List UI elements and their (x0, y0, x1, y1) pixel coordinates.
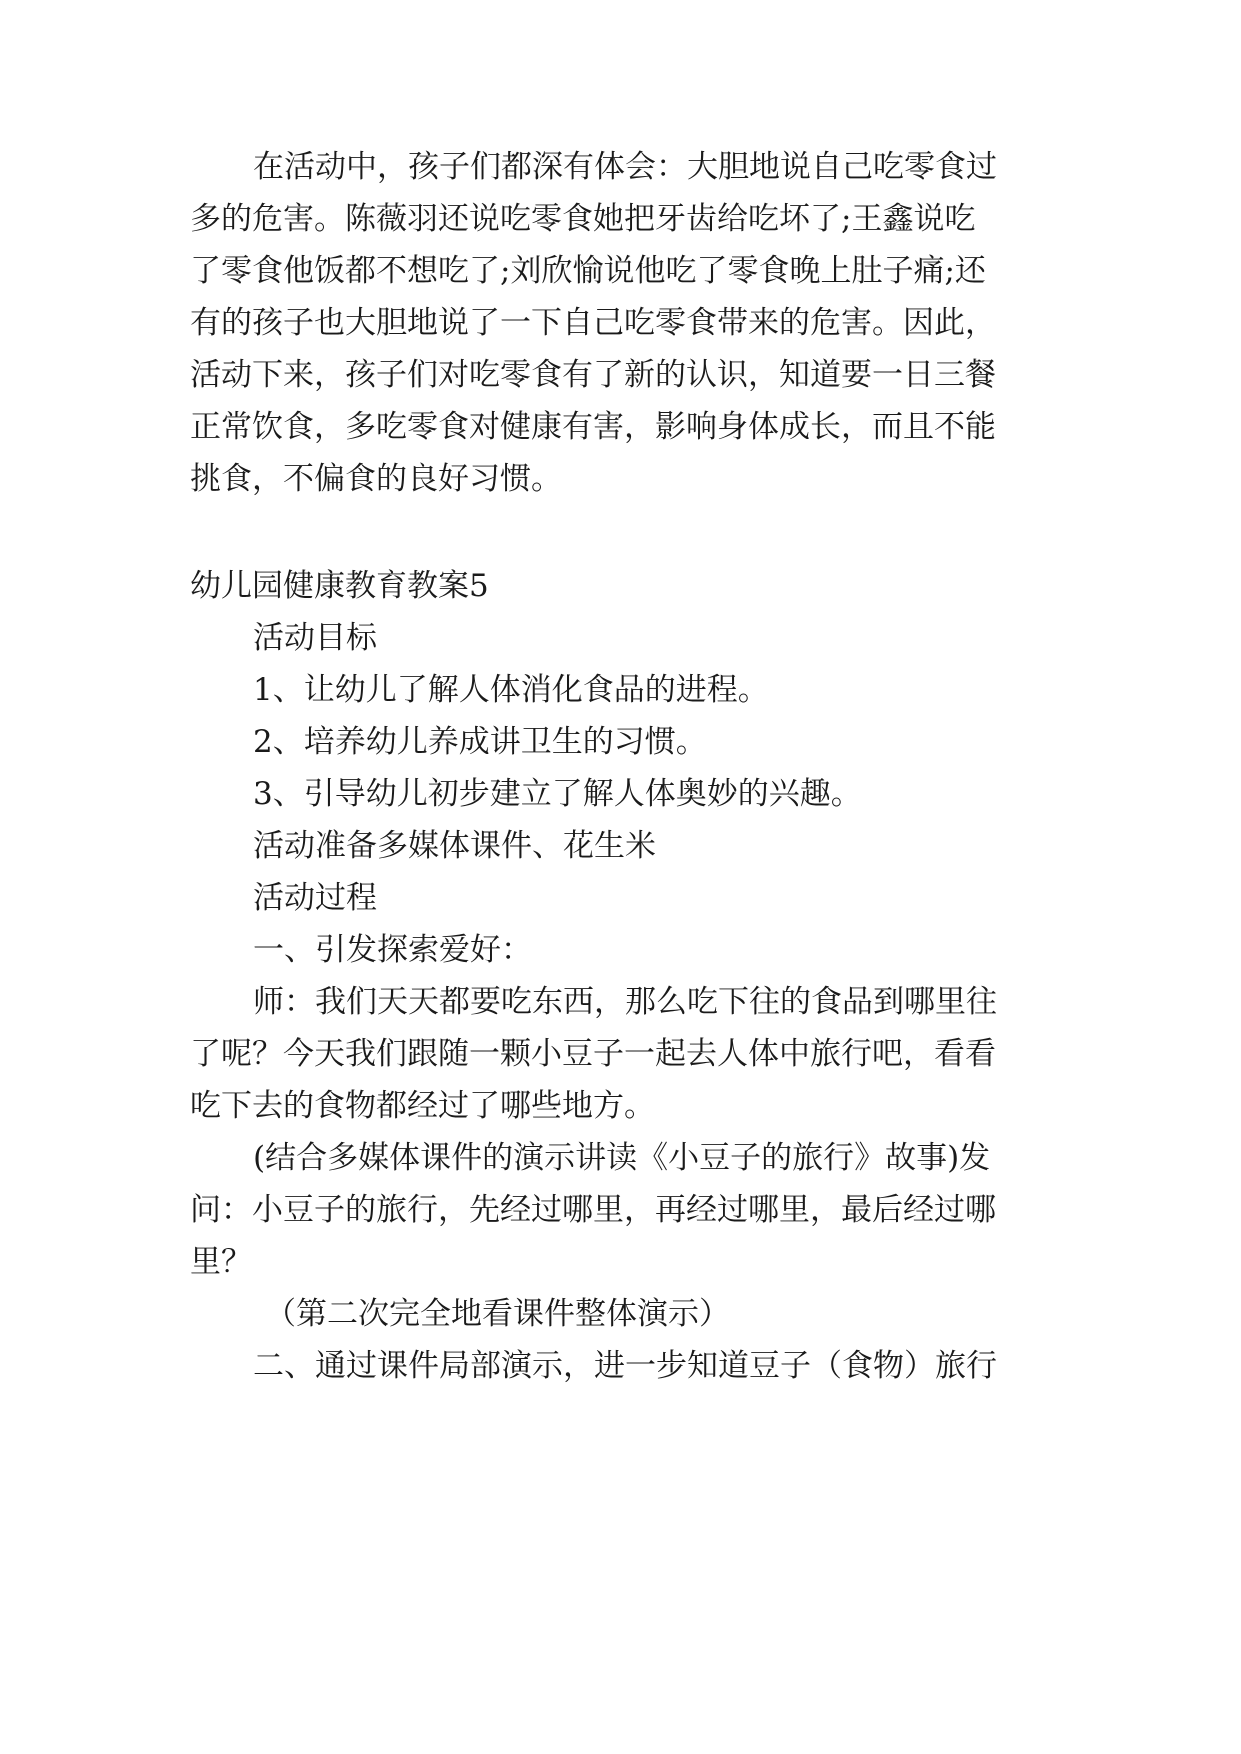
paragraph-line: 了呢？今天我们跟随一颗小豆子一起去人体中旅行吧，看看 (190, 1036, 996, 1072)
goal-item: 2、培养幼儿养成讲卫生的习惯。 (253, 724, 707, 760)
paragraph-line: 多的危害。陈薇羽还说吃零食她把牙齿给吃坏了;王鑫说吃 (190, 201, 976, 237)
paragraph-line: (结合多媒体课件的演示讲读《小豆子的旅行》故事)发 (253, 1140, 991, 1176)
paragraph-line: 挑食，不偏食的良好习惯。 (190, 461, 562, 497)
paragraph-line: 里？ (190, 1244, 252, 1280)
goals-heading: 活动目标 (253, 620, 377, 656)
section-title: 幼儿园健康教育教案5 (190, 568, 489, 604)
paragraph-line: 有的孩子也大胆地说了一下自己吃零食带来的危害。因此， (190, 305, 996, 341)
step-heading: 一、引发探索爱好： (253, 932, 532, 968)
goal-item: 3、引导幼儿初步建立了解人体奥妙的兴趣。 (253, 776, 862, 812)
paragraph-line: 了零食他饭都不想吃了;刘欣愉说他吃了零食晚上肚子痛;还 (190, 253, 986, 289)
paragraph-line: 问：小豆子的旅行，先经过哪里，再经过哪里，最后经过哪 (190, 1192, 996, 1228)
paragraph-line: 吃下去的食物都经过了哪些地方。 (190, 1088, 655, 1124)
process-heading: 活动过程 (253, 880, 377, 916)
paragraph-line: 活动下来，孩子们对吃零食有了新的认识，知道要一日三餐 (190, 357, 996, 393)
preparation-line: 活动准备多媒体课件、花生米 (253, 828, 656, 864)
paragraph-line: 正常饮食，多吃零食对健康有害，影响身体成长，而且不能 (190, 409, 996, 445)
step-heading: 二、通过课件局部演示，进一步知道豆子（食物）旅行 (253, 1348, 997, 1384)
goal-item: 1、让幼儿了解人体消化食品的进程。 (253, 672, 769, 708)
paragraph-line: 在活动中，孩子们都深有体会：大胆地说自己吃零食过 (253, 149, 997, 185)
paragraph-line: 师：我们天天都要吃东西，那么吃下往的食品到哪里往 (253, 984, 997, 1020)
paragraph-line: （第二次完全地看课件整体演示） (265, 1296, 730, 1332)
